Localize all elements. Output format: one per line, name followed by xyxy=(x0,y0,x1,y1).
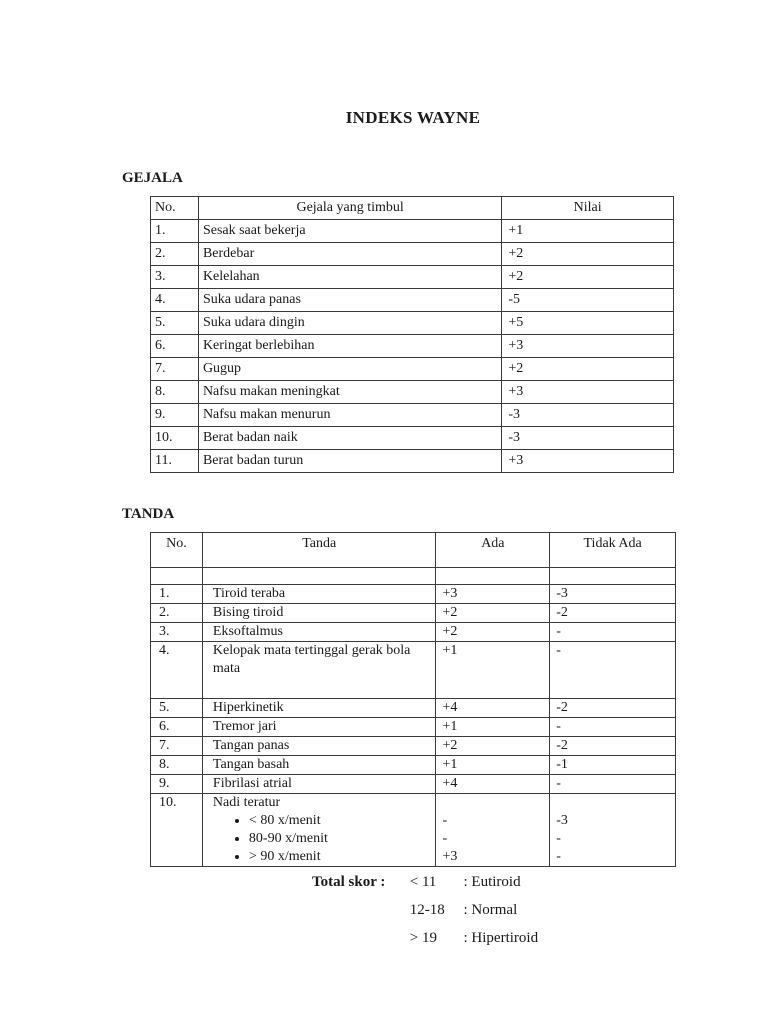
gejala-symptom-cell: Keringat berlebihan xyxy=(198,335,501,358)
gejala-symptom-cell: Suka udara panas xyxy=(198,289,501,312)
gejala-symptom-cell: Suka udara dingin xyxy=(198,312,501,335)
tanda-present-cell: +1 xyxy=(436,642,550,699)
tanda-sign-cell: Eksoftalmus xyxy=(202,623,436,642)
tanda-pulse-label: Nadi teratur xyxy=(212,795,281,810)
tanda-sign-cell: Tiroid teraba xyxy=(202,585,436,604)
score-range: < 11 xyxy=(409,874,437,890)
gejala-header-value: Nilai xyxy=(502,197,674,220)
tanda-row xyxy=(151,604,676,623)
tanda-no-cell: 4. xyxy=(151,642,203,699)
pulse-range-item: • < 80 x/menit xyxy=(249,812,432,830)
tanda-table xyxy=(150,532,676,867)
tanda-present-cell: +2 xyxy=(436,737,550,756)
score-row xyxy=(312,924,538,952)
gejala-row xyxy=(151,404,674,427)
tanda-present-cell: +3 xyxy=(436,585,550,604)
gejala-symptom-cell: Kelelahan xyxy=(198,266,501,289)
score-row xyxy=(312,868,538,896)
gejala-symptom-cell: Berat badan naik xyxy=(198,427,501,450)
tanda-no-cell: 2. xyxy=(151,604,203,623)
gejala-no-cell: 11. xyxy=(151,450,199,473)
score-row xyxy=(312,896,538,924)
total-score-block xyxy=(312,868,538,952)
tanda-no-cell: 5. xyxy=(151,699,203,718)
tanda-absent-cell: -2 xyxy=(550,737,676,756)
tanda-spacer-row xyxy=(151,568,676,585)
gejala-value-cell: -3 xyxy=(502,427,674,450)
tanda-pulse-row xyxy=(151,794,676,867)
gejala-value-cell: +5 xyxy=(502,312,674,335)
tanda-pulse-absent-cell xyxy=(550,794,676,867)
gejala-row xyxy=(151,335,674,358)
tanda-no-cell: 3. xyxy=(151,623,203,642)
document-title: INDEKS WAYNE xyxy=(345,108,481,127)
tanda-present-cell: +2 xyxy=(436,604,550,623)
tanda-row xyxy=(151,642,676,699)
gejala-no-cell: 5. xyxy=(151,312,199,335)
gejala-row xyxy=(151,427,674,450)
tanda-row xyxy=(151,585,676,604)
tanda-body xyxy=(151,568,676,794)
tanda-no-cell: 7. xyxy=(151,737,203,756)
tanda-absent-cell: - xyxy=(550,642,676,699)
tanda-no-cell: 8. xyxy=(151,756,203,775)
tanda-present-cell: +2 xyxy=(436,623,550,642)
gejala-table xyxy=(150,196,674,473)
tanda-pulse-cell xyxy=(202,794,436,867)
gejala-symptom-cell: Berat badan turun xyxy=(198,450,501,473)
gejala-no-cell: 2. xyxy=(151,243,199,266)
gejala-symptom-cell: Nafsu makan meningkat xyxy=(198,381,501,404)
gejala-no-cell: 4. xyxy=(151,289,199,312)
gejala-no-cell: 9. xyxy=(151,404,199,427)
gejala-value-cell: +2 xyxy=(502,358,674,381)
gejala-value-cell: +3 xyxy=(502,335,674,358)
gejala-row xyxy=(151,266,674,289)
gejala-row xyxy=(151,243,674,266)
gejala-no-cell: 10. xyxy=(151,427,199,450)
pulse-range-item: • > 90 x/menit xyxy=(249,848,432,866)
score-range: 12-18 xyxy=(409,902,445,918)
total-score-label: Total skor : xyxy=(312,874,386,890)
gejala-no-cell: 6. xyxy=(151,335,199,358)
tanda-absent-cell: - xyxy=(550,718,676,737)
gejala-no-cell: 3. xyxy=(151,266,199,289)
tanda-sign-cell: Tremor jari xyxy=(202,718,436,737)
tanda-absent-cell: -3 xyxy=(550,585,676,604)
gejala-value-cell: +3 xyxy=(502,450,674,473)
gejala-no-cell: 1. xyxy=(151,220,199,243)
gejala-value-cell: -3 xyxy=(502,404,674,427)
gejala-row xyxy=(151,220,674,243)
tanda-absent-cell: -2 xyxy=(550,604,676,623)
tanda-header-present: Ada xyxy=(436,533,550,568)
tanda-absent-cell: -1 xyxy=(550,756,676,775)
score-range: > 19 xyxy=(409,930,437,946)
tanda-header-row xyxy=(151,533,676,568)
gejala-header-symptom: Gejala yang timbul xyxy=(198,197,501,220)
gejala-symptom-cell: Nafsu makan menurun xyxy=(198,404,501,427)
tanda-pulse-present-cell xyxy=(436,794,550,867)
score-result: : Normal xyxy=(463,902,518,918)
pulse-absent-value: - xyxy=(556,831,561,846)
tanda-sign-cell: Bising tiroid xyxy=(202,604,436,623)
tanda-absent-cell: -2 xyxy=(550,699,676,718)
tanda-row xyxy=(151,737,676,756)
tanda-row xyxy=(151,623,676,642)
gejala-symptom-cell: Gugup xyxy=(198,358,501,381)
gejala-no-cell: 8. xyxy=(151,381,199,404)
gejala-row xyxy=(151,289,674,312)
tanda-sign-cell: Fibrilasi atrial xyxy=(202,775,436,794)
tanda-pulse-group xyxy=(151,794,676,867)
score-result: : Eutiroid xyxy=(463,874,521,890)
tanda-header-sign: Tanda xyxy=(202,533,436,568)
pulse-absent-value: -3 xyxy=(556,813,568,828)
tanda-sign-cell: Tangan panas xyxy=(202,737,436,756)
gejala-no-cell: 7. xyxy=(151,358,199,381)
tanda-row xyxy=(151,699,676,718)
tanda-present-cell: +4 xyxy=(436,775,550,794)
pulse-present-value: - xyxy=(442,813,448,828)
tanda-sign-cell: Tangan basah xyxy=(202,756,436,775)
tanda-heading: TANDA xyxy=(122,506,175,522)
pulse-range-item: • 80-90 x/menit xyxy=(249,830,432,848)
tanda-no-cell: 9. xyxy=(151,775,203,794)
tanda-present-cell: +4 xyxy=(436,699,550,718)
tanda-row xyxy=(151,756,676,775)
gejala-row xyxy=(151,358,674,381)
tanda-absent-cell: - xyxy=(550,775,676,794)
gejala-row xyxy=(151,450,674,473)
tanda-row xyxy=(151,775,676,794)
tanda-sign-cell: Kelopak mata tertinggal gerak bola mata xyxy=(202,642,436,699)
tanda-present-cell: +1 xyxy=(436,718,550,737)
pulse-present-value: - xyxy=(442,831,448,846)
gejala-value-cell: +3 xyxy=(502,381,674,404)
tanda-header-no: No. xyxy=(151,533,203,568)
tanda-no-cell: 1. xyxy=(151,585,203,604)
gejala-symptom-cell: Berdebar xyxy=(198,243,501,266)
gejala-header-row xyxy=(151,197,674,220)
gejala-symptom-cell: Sesak saat bekerja xyxy=(198,220,501,243)
gejala-value-cell: -5 xyxy=(502,289,674,312)
gejala-row xyxy=(151,381,674,404)
gejala-heading: GEJALA xyxy=(122,170,183,186)
pulse-present-value: +3 xyxy=(442,849,458,864)
tanda-present-cell: +1 xyxy=(436,756,550,775)
gejala-value-cell: +2 xyxy=(502,243,674,266)
gejala-header-no: No. xyxy=(151,197,199,220)
pulse-range-list xyxy=(213,812,432,866)
tanda-row xyxy=(151,718,676,737)
tanda-no-cell: 6. xyxy=(151,718,203,737)
gejala-row xyxy=(151,312,674,335)
tanda-absent-cell: - xyxy=(550,623,676,642)
pulse-absent-value: - xyxy=(556,849,561,864)
gejala-body xyxy=(151,220,674,473)
gejala-value-cell: +1 xyxy=(502,220,674,243)
tanda-sign-cell: Hiperkinetik xyxy=(202,699,436,718)
gejala-value-cell: +2 xyxy=(502,266,674,289)
tanda-header-absent: Tidak Ada xyxy=(550,533,676,568)
tanda-pulse-no: 10. xyxy=(151,794,203,867)
score-result: : Hipertiroid xyxy=(463,930,539,946)
